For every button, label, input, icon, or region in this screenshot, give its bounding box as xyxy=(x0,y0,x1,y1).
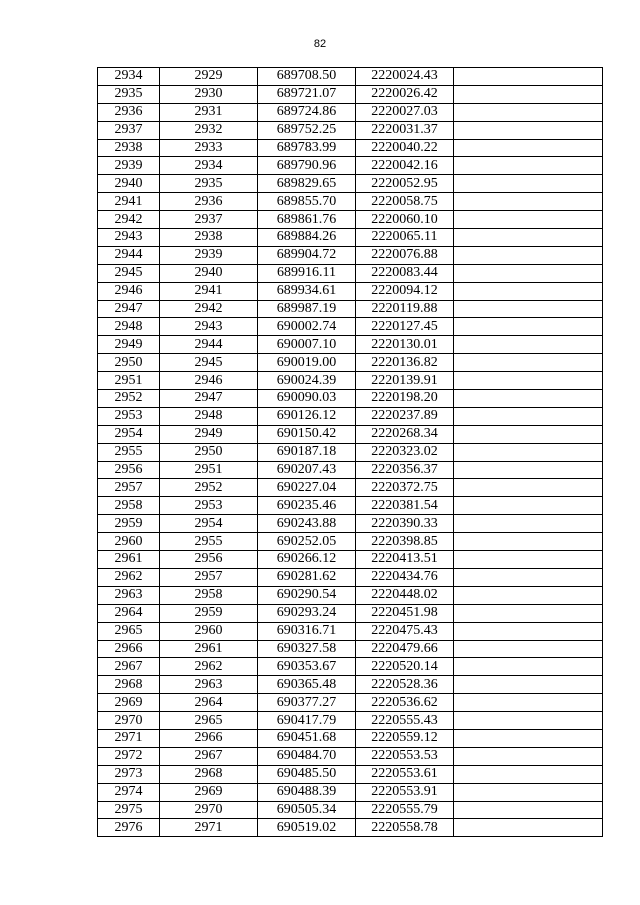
point-number-cell: 2974 xyxy=(98,783,160,801)
index-cell: 2957 xyxy=(160,568,258,586)
easting-cell: 690019.00 xyxy=(258,354,356,372)
easting-cell: 689987.19 xyxy=(258,300,356,318)
easting-cell: 690007.10 xyxy=(258,336,356,354)
note-cell xyxy=(454,121,603,139)
easting-cell: 689783.99 xyxy=(258,139,356,157)
index-cell: 2941 xyxy=(160,282,258,300)
easting-cell: 689916.11 xyxy=(258,264,356,282)
easting-cell: 690281.62 xyxy=(258,568,356,586)
note-cell xyxy=(454,640,603,658)
point-number-cell: 2960 xyxy=(98,533,160,551)
northing-cell: 2220323.02 xyxy=(356,443,454,461)
index-cell: 2949 xyxy=(160,425,258,443)
northing-cell: 2220553.91 xyxy=(356,783,454,801)
point-number-cell: 2943 xyxy=(98,229,160,247)
northing-cell: 2220136.82 xyxy=(356,354,454,372)
note-cell xyxy=(454,139,603,157)
point-number-cell: 2971 xyxy=(98,729,160,747)
northing-cell: 2220451.98 xyxy=(356,604,454,622)
northing-cell: 2220268.34 xyxy=(356,425,454,443)
note-cell xyxy=(454,783,603,801)
northing-cell: 2220356.37 xyxy=(356,461,454,479)
point-number-cell: 2972 xyxy=(98,747,160,765)
easting-cell: 689724.86 xyxy=(258,103,356,121)
table-row xyxy=(98,533,603,551)
northing-cell: 2220127.45 xyxy=(356,318,454,336)
index-cell: 2955 xyxy=(160,533,258,551)
table-row xyxy=(98,407,603,425)
table-row xyxy=(98,747,603,765)
table-row xyxy=(98,121,603,139)
northing-cell: 2220528.36 xyxy=(356,676,454,694)
table-row xyxy=(98,175,603,193)
table-row xyxy=(98,586,603,604)
note-cell xyxy=(454,425,603,443)
index-cell: 2937 xyxy=(160,211,258,229)
index-cell: 2965 xyxy=(160,712,258,730)
index-cell: 2938 xyxy=(160,229,258,247)
point-number-cell: 2954 xyxy=(98,425,160,443)
index-cell: 2942 xyxy=(160,300,258,318)
note-cell xyxy=(454,229,603,247)
index-cell: 2961 xyxy=(160,640,258,658)
northing-cell: 2220398.85 xyxy=(356,533,454,551)
table-row xyxy=(98,229,603,247)
point-number-cell: 2938 xyxy=(98,139,160,157)
easting-cell: 690243.88 xyxy=(258,515,356,533)
point-number-cell: 2953 xyxy=(98,407,160,425)
point-number-cell: 2942 xyxy=(98,211,160,229)
point-number-cell: 2973 xyxy=(98,765,160,783)
note-cell xyxy=(454,801,603,819)
northing-cell: 2220139.91 xyxy=(356,372,454,390)
northing-cell: 2220413.51 xyxy=(356,551,454,569)
index-cell: 2952 xyxy=(160,479,258,497)
index-cell: 2930 xyxy=(160,85,258,103)
index-cell: 2946 xyxy=(160,372,258,390)
easting-cell: 689884.26 xyxy=(258,229,356,247)
point-number-cell: 2941 xyxy=(98,193,160,211)
note-cell xyxy=(454,551,603,569)
northing-cell: 2220027.03 xyxy=(356,103,454,121)
note-cell xyxy=(454,157,603,175)
table-row xyxy=(98,461,603,479)
table-row xyxy=(98,568,603,586)
table-row xyxy=(98,801,603,819)
coordinates-table xyxy=(97,67,603,837)
table-body xyxy=(98,68,603,837)
northing-cell: 2220448.02 xyxy=(356,586,454,604)
note-cell xyxy=(454,568,603,586)
easting-cell: 690290.54 xyxy=(258,586,356,604)
note-cell xyxy=(454,479,603,497)
point-number-cell: 2976 xyxy=(98,819,160,837)
table-row xyxy=(98,139,603,157)
note-cell xyxy=(454,390,603,408)
index-cell: 2932 xyxy=(160,121,258,139)
point-number-cell: 2947 xyxy=(98,300,160,318)
index-cell: 2931 xyxy=(160,103,258,121)
table-row xyxy=(98,622,603,640)
easting-cell: 690266.12 xyxy=(258,551,356,569)
table-row xyxy=(98,246,603,264)
index-cell: 2947 xyxy=(160,390,258,408)
northing-cell: 2220479.66 xyxy=(356,640,454,658)
table-row xyxy=(98,658,603,676)
table-row xyxy=(98,783,603,801)
northing-cell: 2220475.43 xyxy=(356,622,454,640)
table-row xyxy=(98,515,603,533)
note-cell xyxy=(454,586,603,604)
easting-cell: 690484.70 xyxy=(258,747,356,765)
table-row xyxy=(98,372,603,390)
index-cell: 2933 xyxy=(160,139,258,157)
index-cell: 2956 xyxy=(160,551,258,569)
note-cell xyxy=(454,246,603,264)
table-row xyxy=(98,765,603,783)
easting-cell: 689829.65 xyxy=(258,175,356,193)
point-number-cell: 2957 xyxy=(98,479,160,497)
table-row xyxy=(98,819,603,837)
northing-cell: 2220520.14 xyxy=(356,658,454,676)
point-number-cell: 2975 xyxy=(98,801,160,819)
index-cell: 2943 xyxy=(160,318,258,336)
table-row xyxy=(98,354,603,372)
northing-cell: 2220040.22 xyxy=(356,139,454,157)
northing-cell: 2220130.01 xyxy=(356,336,454,354)
index-cell: 2971 xyxy=(160,819,258,837)
easting-cell: 690024.39 xyxy=(258,372,356,390)
easting-cell: 690353.67 xyxy=(258,658,356,676)
northing-cell: 2220058.75 xyxy=(356,193,454,211)
point-number-cell: 2962 xyxy=(98,568,160,586)
easting-cell: 690090.03 xyxy=(258,390,356,408)
table-row xyxy=(98,551,603,569)
point-number-cell: 2939 xyxy=(98,157,160,175)
northing-cell: 2220553.53 xyxy=(356,747,454,765)
northing-cell: 2220031.37 xyxy=(356,121,454,139)
note-cell xyxy=(454,676,603,694)
note-cell xyxy=(454,694,603,712)
note-cell xyxy=(454,282,603,300)
easting-cell: 690451.68 xyxy=(258,729,356,747)
northing-cell: 2220434.76 xyxy=(356,568,454,586)
note-cell xyxy=(454,372,603,390)
easting-cell: 690488.39 xyxy=(258,783,356,801)
northing-cell: 2220381.54 xyxy=(356,497,454,515)
note-cell xyxy=(454,336,603,354)
northing-cell: 2220536.62 xyxy=(356,694,454,712)
table-row xyxy=(98,479,603,497)
table-row xyxy=(98,211,603,229)
table-row xyxy=(98,336,603,354)
point-number-cell: 2948 xyxy=(98,318,160,336)
table-row xyxy=(98,640,603,658)
northing-cell: 2220026.42 xyxy=(356,85,454,103)
point-number-cell: 2952 xyxy=(98,390,160,408)
table-row xyxy=(98,282,603,300)
easting-cell: 690377.27 xyxy=(258,694,356,712)
point-number-cell: 2970 xyxy=(98,712,160,730)
index-cell: 2940 xyxy=(160,264,258,282)
note-cell xyxy=(454,729,603,747)
note-cell xyxy=(454,407,603,425)
easting-cell: 690235.46 xyxy=(258,497,356,515)
note-cell xyxy=(454,175,603,193)
table-row xyxy=(98,318,603,336)
note-cell xyxy=(454,712,603,730)
index-cell: 2939 xyxy=(160,246,258,264)
easting-cell: 690505.34 xyxy=(258,801,356,819)
index-cell: 2944 xyxy=(160,336,258,354)
index-cell: 2953 xyxy=(160,497,258,515)
point-number-cell: 2966 xyxy=(98,640,160,658)
note-cell xyxy=(454,461,603,479)
easting-cell: 689904.72 xyxy=(258,246,356,264)
northing-cell: 2220024.43 xyxy=(356,68,454,86)
easting-cell: 690316.71 xyxy=(258,622,356,640)
index-cell: 2945 xyxy=(160,354,258,372)
point-number-cell: 2967 xyxy=(98,658,160,676)
note-cell xyxy=(454,622,603,640)
table-row xyxy=(98,193,603,211)
table-row xyxy=(98,712,603,730)
point-number-cell: 2969 xyxy=(98,694,160,712)
point-number-cell: 2955 xyxy=(98,443,160,461)
index-cell: 2929 xyxy=(160,68,258,86)
table-row xyxy=(98,85,603,103)
easting-cell: 690252.05 xyxy=(258,533,356,551)
table-row xyxy=(98,676,603,694)
easting-cell: 689752.25 xyxy=(258,121,356,139)
northing-cell: 2220559.12 xyxy=(356,729,454,747)
note-cell xyxy=(454,765,603,783)
note-cell xyxy=(454,497,603,515)
table-row xyxy=(98,604,603,622)
index-cell: 2951 xyxy=(160,461,258,479)
index-cell: 2968 xyxy=(160,765,258,783)
northing-cell: 2220042.16 xyxy=(356,157,454,175)
note-cell xyxy=(454,443,603,461)
easting-cell: 690150.42 xyxy=(258,425,356,443)
table-row xyxy=(98,497,603,515)
index-cell: 2963 xyxy=(160,676,258,694)
point-number-cell: 2949 xyxy=(98,336,160,354)
point-number-cell: 2946 xyxy=(98,282,160,300)
index-cell: 2964 xyxy=(160,694,258,712)
northing-cell: 2220390.33 xyxy=(356,515,454,533)
easting-cell: 689721.07 xyxy=(258,85,356,103)
point-number-cell: 2940 xyxy=(98,175,160,193)
index-cell: 2959 xyxy=(160,604,258,622)
note-cell xyxy=(454,354,603,372)
index-cell: 2962 xyxy=(160,658,258,676)
note-cell xyxy=(454,300,603,318)
easting-cell: 690327.58 xyxy=(258,640,356,658)
index-cell: 2970 xyxy=(160,801,258,819)
point-number-cell: 2968 xyxy=(98,676,160,694)
easting-cell: 690365.48 xyxy=(258,676,356,694)
note-cell xyxy=(454,103,603,121)
easting-cell: 689861.76 xyxy=(258,211,356,229)
index-cell: 2934 xyxy=(160,157,258,175)
northing-cell: 2220065.11 xyxy=(356,229,454,247)
index-cell: 2954 xyxy=(160,515,258,533)
table-row xyxy=(98,300,603,318)
table-row xyxy=(98,103,603,121)
northing-cell: 2220555.79 xyxy=(356,801,454,819)
table-row xyxy=(98,264,603,282)
point-number-cell: 2963 xyxy=(98,586,160,604)
table-row xyxy=(98,68,603,86)
northing-cell: 2220372.75 xyxy=(356,479,454,497)
northing-cell: 2220083.44 xyxy=(356,264,454,282)
easting-cell: 690485.50 xyxy=(258,765,356,783)
note-cell xyxy=(454,193,603,211)
easting-cell: 690207.43 xyxy=(258,461,356,479)
table-row xyxy=(98,694,603,712)
northing-cell: 2220558.78 xyxy=(356,819,454,837)
easting-cell: 690293.24 xyxy=(258,604,356,622)
northing-cell: 2220555.43 xyxy=(356,712,454,730)
point-number-cell: 2950 xyxy=(98,354,160,372)
note-cell xyxy=(454,318,603,336)
northing-cell: 2220237.89 xyxy=(356,407,454,425)
easting-cell: 689934.61 xyxy=(258,282,356,300)
point-number-cell: 2959 xyxy=(98,515,160,533)
index-cell: 2936 xyxy=(160,193,258,211)
note-cell xyxy=(454,747,603,765)
point-number-cell: 2961 xyxy=(98,551,160,569)
index-cell: 2958 xyxy=(160,586,258,604)
index-cell: 2935 xyxy=(160,175,258,193)
page-number: 82 xyxy=(313,38,327,50)
note-cell xyxy=(454,658,603,676)
index-cell: 2969 xyxy=(160,783,258,801)
table-row xyxy=(98,390,603,408)
easting-cell: 689708.50 xyxy=(258,68,356,86)
note-cell xyxy=(454,85,603,103)
point-number-cell: 2936 xyxy=(98,103,160,121)
table-row xyxy=(98,443,603,461)
table-row xyxy=(98,425,603,443)
note-cell xyxy=(454,211,603,229)
point-number-cell: 2935 xyxy=(98,85,160,103)
note-cell xyxy=(454,264,603,282)
point-number-cell: 2944 xyxy=(98,246,160,264)
note-cell xyxy=(454,819,603,837)
index-cell: 2966 xyxy=(160,729,258,747)
point-number-cell: 2934 xyxy=(98,68,160,86)
table-row xyxy=(98,729,603,747)
point-number-cell: 2956 xyxy=(98,461,160,479)
index-cell: 2960 xyxy=(160,622,258,640)
point-number-cell: 2945 xyxy=(98,264,160,282)
point-number-cell: 2958 xyxy=(98,497,160,515)
northing-cell: 2220198.20 xyxy=(356,390,454,408)
easting-cell: 690002.74 xyxy=(258,318,356,336)
northing-cell: 2220060.10 xyxy=(356,211,454,229)
point-number-cell: 2951 xyxy=(98,372,160,390)
table-row xyxy=(98,157,603,175)
northing-cell: 2220094.12 xyxy=(356,282,454,300)
point-number-cell: 2965 xyxy=(98,622,160,640)
easting-cell: 690126.12 xyxy=(258,407,356,425)
easting-cell: 690519.02 xyxy=(258,819,356,837)
easting-cell: 690227.04 xyxy=(258,479,356,497)
index-cell: 2950 xyxy=(160,443,258,461)
northing-cell: 2220119.88 xyxy=(356,300,454,318)
index-cell: 2967 xyxy=(160,747,258,765)
northing-cell: 2220052.95 xyxy=(356,175,454,193)
note-cell xyxy=(454,515,603,533)
easting-cell: 690417.79 xyxy=(258,712,356,730)
easting-cell: 689790.96 xyxy=(258,157,356,175)
northing-cell: 2220553.61 xyxy=(356,765,454,783)
easting-cell: 690187.18 xyxy=(258,443,356,461)
note-cell xyxy=(454,604,603,622)
point-number-cell: 2964 xyxy=(98,604,160,622)
note-cell xyxy=(454,533,603,551)
northing-cell: 2220076.88 xyxy=(356,246,454,264)
index-cell: 2948 xyxy=(160,407,258,425)
easting-cell: 689855.70 xyxy=(258,193,356,211)
point-number-cell: 2937 xyxy=(98,121,160,139)
note-cell xyxy=(454,68,603,86)
